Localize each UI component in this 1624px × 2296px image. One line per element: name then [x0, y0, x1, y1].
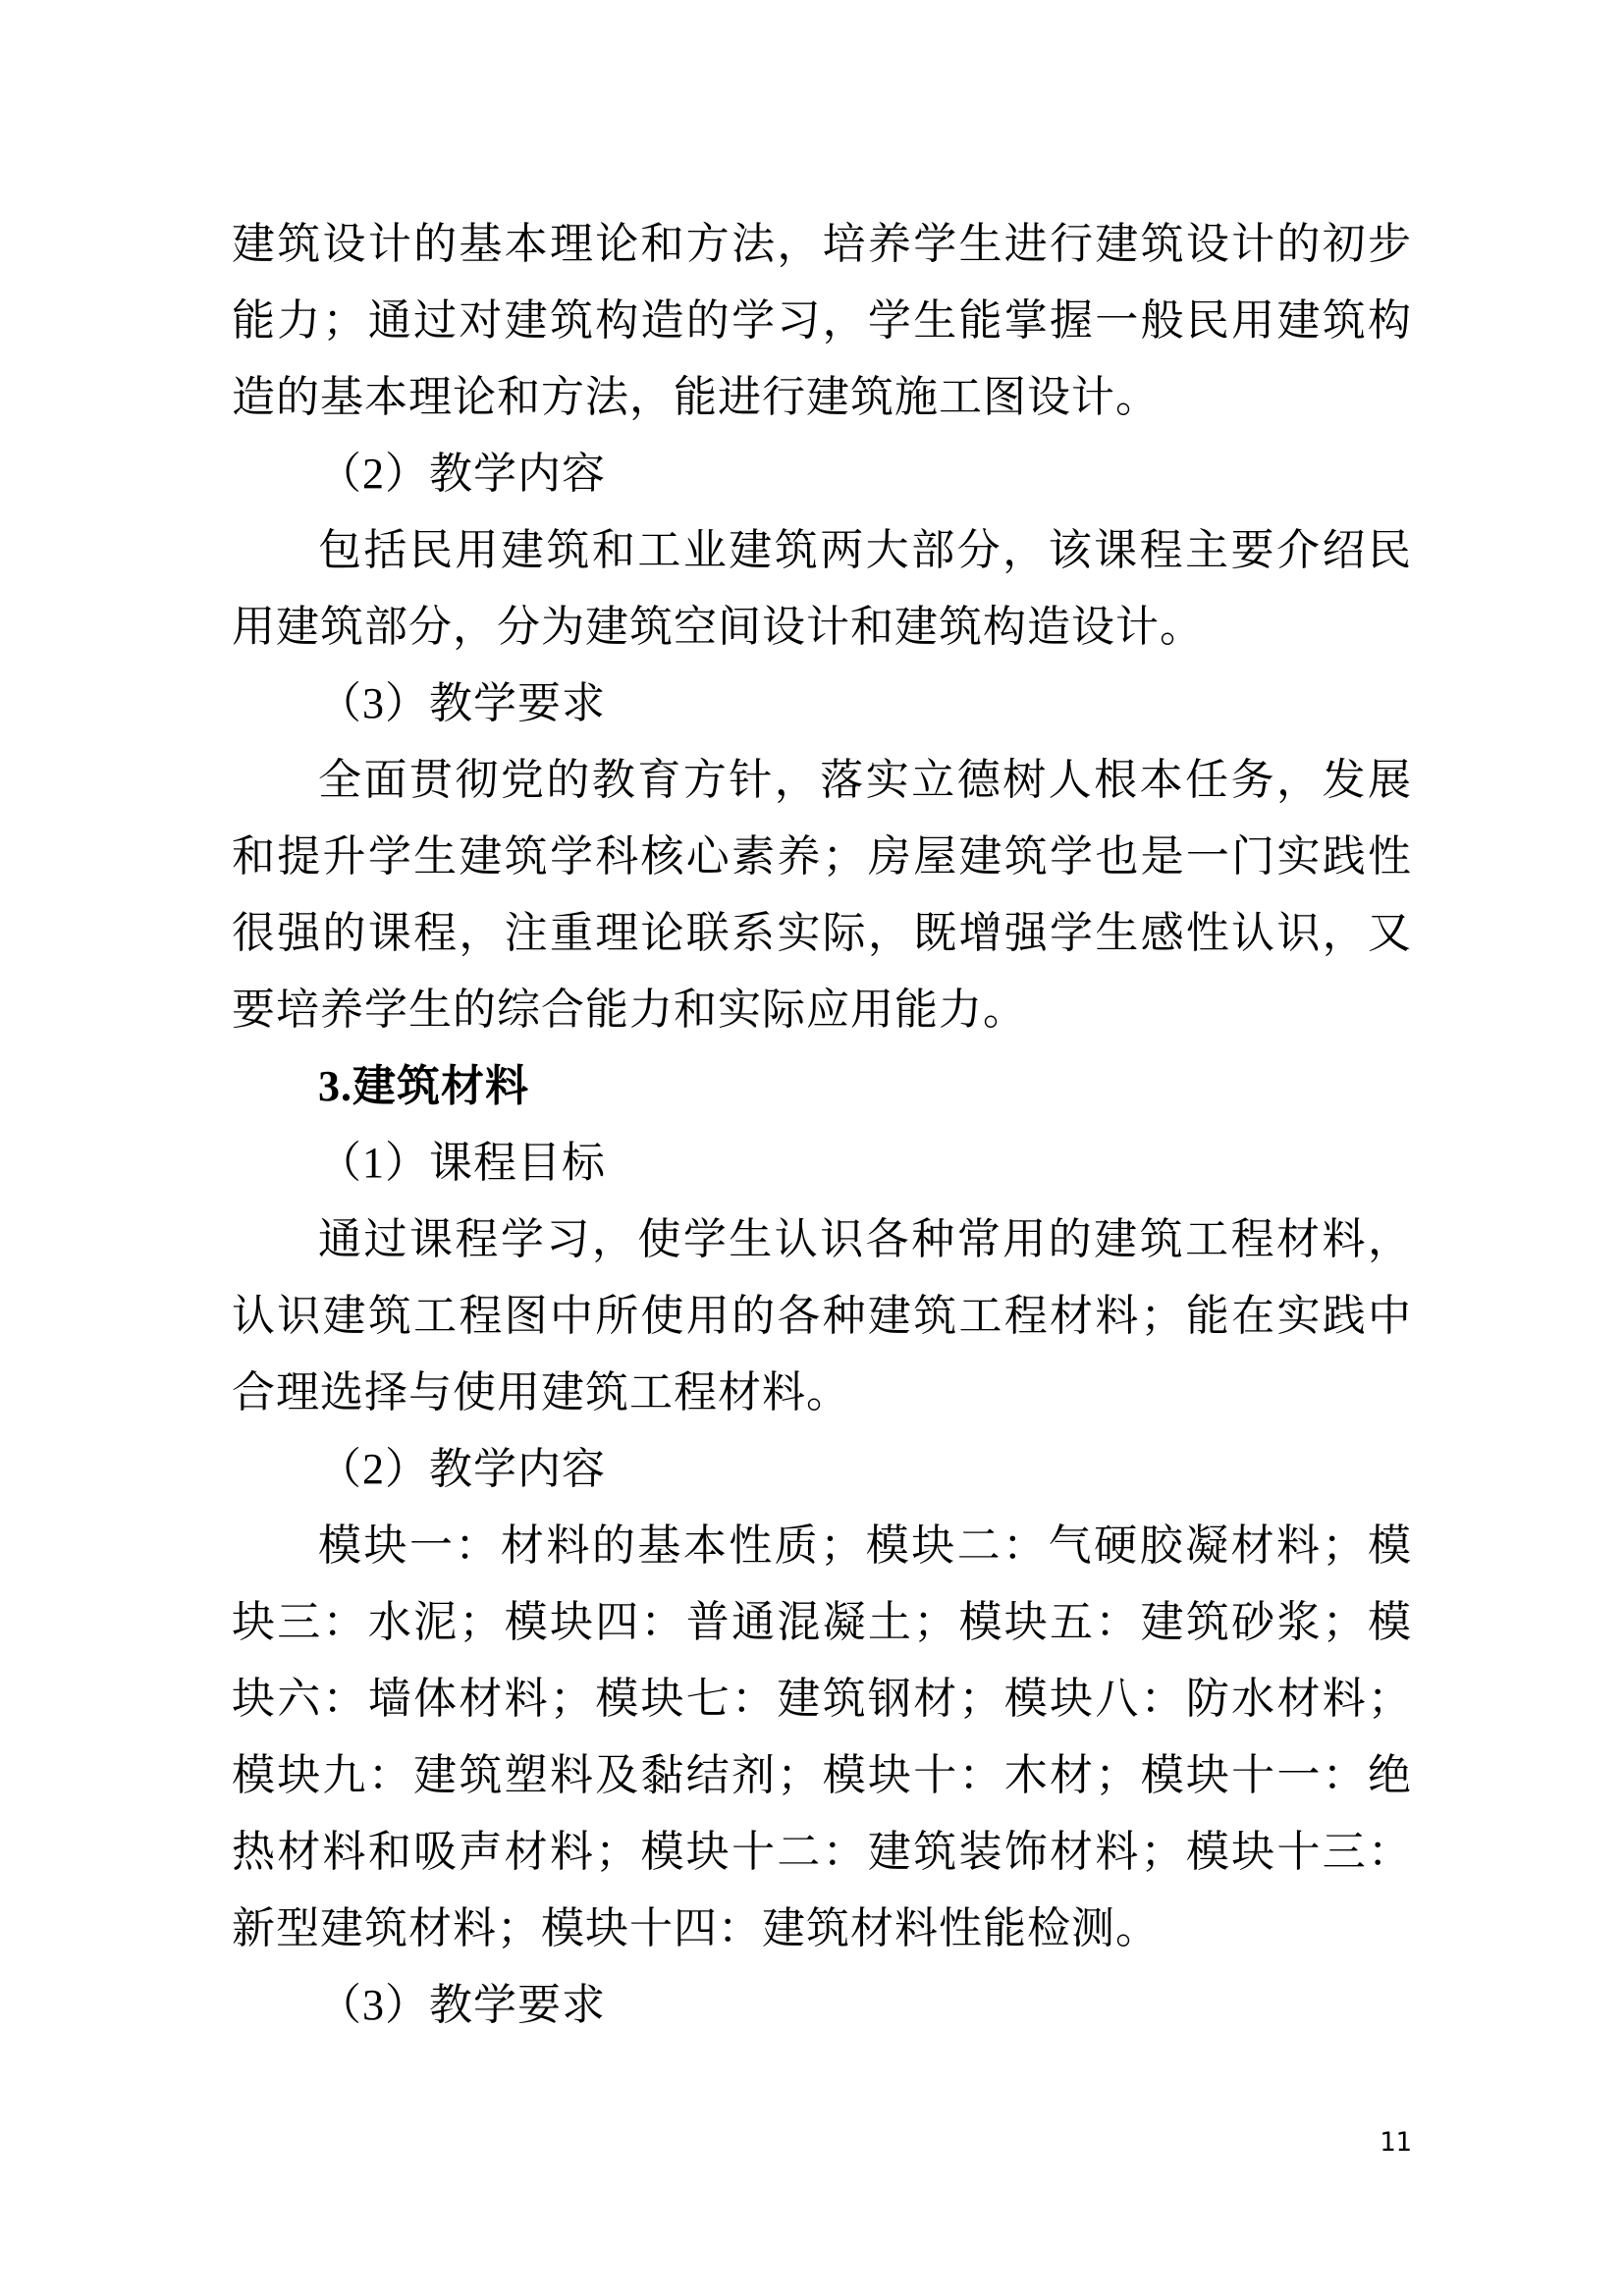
subheading-teaching-requirements-3: （3）教学要求: [318, 679, 606, 727]
page-number: 11: [1380, 2127, 1412, 2158]
heading-building-materials-course: 3.建筑材料: [318, 1062, 529, 1110]
subheading-course-objectives-1: （1）课程目标: [318, 1139, 606, 1187]
paragraph-teaching-content: 包括民用建筑和工业建筑两大部分，该课程主要介绍民用建筑部分，分为建筑空间设计和建筑构造设计。: [232, 526, 1412, 651]
subheading-teaching-content-2: （2）教学内容: [318, 450, 606, 498]
paragraph-course-objectives: 通过课程学习，使学生认识各种常用的建筑工程材料，认识建筑工程图中所使用的各种建筑工程材料；能在实践中合理选择与使用建筑工程材料。: [232, 1215, 1412, 1416]
paragraph-housing-architecture-requirements-continuation: 建筑设计的基本理论和方法，培养学生进行建筑设计的初步能力；通过对建筑构造的学习，学生能掌握一般民用建筑构造的基本理论和方法，能进行建筑施工图设计。: [232, 220, 1412, 421]
subheading-teaching-requirements-3b: （3）教学要求: [318, 1981, 606, 2029]
page-body-text: [232, 206, 1412, 2044]
paragraph-course-modules-list: 模块一：材料的基本性质；模块二：气硬胶凝材料；模块三：水泥；模块四：普通混凝土；模块五：建筑砂浆；模块六：墙体材料；模块七：建筑钢材；模块八：防水材料；模块九：建筑塑料及黏结剂；模块十：木材；模块十一：绝热材料和吸声材料；模块十二：建筑装饰材料；模块十三：新型建筑材料；模块十四：建筑材料性能检测。: [232, 1522, 1412, 1952]
subheading-teaching-content-2b: （2）教学内容: [318, 1445, 606, 1493]
paragraph-teaching-requirements: 全面贯彻党的教育方针，落实立德树人根本任务，发展和提升学生建筑学科核心素养；房屋建筑学也是一门实践性很强的课程，注重理论联系实际，既增强学生感性认识，又要培养学生的综合能力和实际应用能力。: [232, 756, 1412, 1034]
